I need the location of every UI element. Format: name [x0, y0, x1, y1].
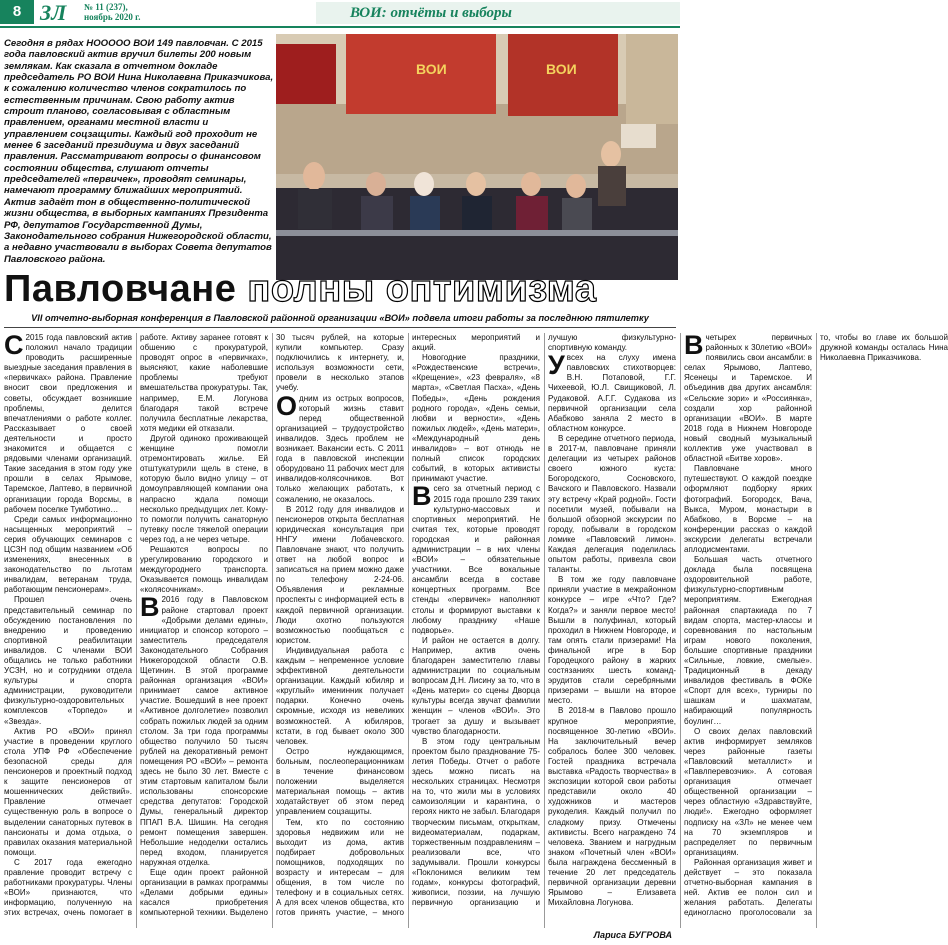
article-subheadline: VII отчетно-выборная конференция в Павловской районной организации «ВОИ» подвела итоги работы за последнюю пятилетку — [31, 313, 649, 323]
article-paragraph: Прошел очень представительный семинар по обсуждению постановления по внедрению и проведению спортивной реабилитации инвалидов. С членами ВОИ общались не только работники УСЗН, но и сотрудники отдела культуры и спорта администрации, руководители физкультурно-оздоровительных комплексов «Торпедо» и «Звезда». — [4, 595, 132, 726]
issue-info — [84, 2, 140, 22]
article-paragraph: В 2012 году для инвалидов и пенсионеров открыта бесплатная юридическая консультация при ННГУ имени Лобачевского. Павловчане знают, что получить ответ на любой вопрос и записаться на прием можно даже по телефону 2-24-06. Объявления и рекламные проспекты с информацией есть в каждой первичной организации. Люди охотно пользуются возможностью пообщаться с юристом. — [276, 504, 404, 645]
article-paragraph: С 2017 года ежегодно правление проводит встречу с работниками прокуратуры. Члены «ВОИ» признаются, что информацию, полученную на этих встречах, очень помогает в работе. Активу заранее готовят к обшению с прокуратурой, проводят опрос в «первичках», выясняют, какие наболевшие проблемы требуют вмешательства прокуратуры. Так, например, Е.М. Логунова благодаря такой встрече получила бесплатные лекарства, хотя медики ей отказали. — [4, 333, 268, 918]
newspaper-logo: ЗЛ — [40, 0, 67, 25]
author-signature: Лариса БУГРОВА — [593, 930, 672, 940]
headline-word-2: полны оптимизма — [247, 268, 597, 310]
article-paragraph: И район не остается в долгу. Например, актив очень благодарен заместителю главы администрации по социальным вопросам Д.Н. Лисину за то, что в «День матери» со сцены Дворца культуры всегда звучат фамилии женщин – членов «ВОИ». Это трогает за душу и вызывает чувство благодарности. — [412, 635, 540, 736]
article-paragraph: Среди самых информационно насыщенных мероприятий – серия обучающих семинаров с ЦСЗН под общим названием «Об изменениях, внесенных в законодательство по льготам инвалидам, ветеранам труда, работающим пенсионерам». — [4, 514, 132, 595]
article-headline — [4, 268, 680, 310]
subheadline-divider — [4, 327, 676, 328]
article-paragraph: В том же году павловчане приняли участие в межрайонном конкурсе – игре «Что? Где? Когда?» и заняли первое место! Вышли в полуфинал, который проходил в Нижнем Новгороде, и там опять стали призерами! На финальной игре в Бор Городецкого району в жарких состязаниях шесть команд-эрудитов стали серебряными призерами – вышли на второе место. — [548, 575, 676, 706]
conference-photo-illustration — [276, 34, 678, 280]
section-title-bar — [316, 2, 680, 24]
article-paragraph: Всего за отчетный период с 2015 года прошло 239 таких культурно-массовых и спортивных мероприятий. Не считая тех, которые проводят городская и районная администрации – в них члены «ВОИ» – обязательные участники. Все вокальные ансамбли всегда в составе концертных программ. Все стенды «первичек» наполняют столы и формируют выставки к любому празднику «Наше подворье». — [412, 481, 540, 635]
article-paragraph: В2016 году в Павловском районе стартовал проект «Добрыми делами едины», инициатор и спонсор которого – заместитель председателя Законодательного Собрания Нижегородской области О.В. Щетинин. В этой программе районная организация «ВОИ» принимает самое активное участие. Вошедший в нее проект «Активное долголетие» позволил собрать пожилых людей за одним столом. За три года программы общество получило 50 тысяч рублей на декоративный ремонт помещения РО «ВОИ» – ремонта здесь не было 30 лет. Вместе с этим стартовым капиталом были использованы спонсорские средства депутатов: Городской Думы, генеральный директор ППАП В.А. Шишин. На сегодня ремонт помещения завершен. Небольшие недоделки остались перед входом, планируется наружная отделка. — [140, 592, 268, 867]
article-paragraph: Районная организация живет и действует – это показала отчетно-выборная кампания в ней. Актив ее полон сил и желания работать. Делегаты единогласно проголосовали за то, чтобы во главе их большой дружной команды осталась Нина Николаевна Приказчикова. — [684, 333, 948, 918]
article-paragraph: Еще один проект районной организации в рамках программы «Делами добрыми едины» касался приобретения компьютерной техники. Выделено 30 тысяч рублей, на которые купили компьютер. Сразу подключились к интернету, и, используя возможности сети, провели в несколько этапов учебу. — [140, 333, 404, 918]
article-paragraph: Тем, кто по состоянию здоровья недвижим или не выходит из дома, актив подбирает добровольных помощников, подходящих по возрасту и интересам – для общения, в том числе по телефону и в социальных сетях. А для всех членов общества, кто готов принять участие, – много интересных мероприятий и акций. — [276, 333, 540, 918]
issue-number: № 11 (237), — [84, 2, 128, 12]
issue-date: ноябрь 2020 г. — [84, 12, 141, 22]
banner-text-left: ВОИ — [416, 61, 447, 77]
headline-word-1: Павловчане — [4, 268, 237, 310]
lead-paragraph: Сегодня в рядах НООООО ВОИ 149 павловчан. С 2015 года павловский актив вручил билеты 200 новым землякам. Как сказала в отчетном докладе председатель РО ВОИ Нина Николаевна Приказчикова, к сожалению количество членов сократилось по естественным причинам. Свою работу актив строит планово, согласовывая с областным правлением, органами местной власти и управлением соцзащиты. Каждый год проходит не менее 6 заседаний президиума и двух заседаний правления. Рассматривают вопросы о финансовом состоянии общества, слушают отчеты председателей «первичек», проводят семинары, намечают программу ближайших мероприятий. Актив задаёт тон в общественно-политической жизни общества, в выборных кампаниях Президента РФ, депутатов Государственной Думы, Законодательного собрания Нижегородской области, а недавно участвовали в выборах Совета депутатов Павловского района. — [4, 38, 274, 265]
article-paragraph: Одним из острых вопросов, который жизнь ставит перед общественной организацией – трудоустройство инвалидов. Здесь проблем не возникает. Вакансии есть. С 2011 года в павловской инспекции оборудовано 11 рабочих мест для инвалидов-колясочников. Вот только желающих работать, к сожалению, не оказалось. — [276, 390, 404, 504]
banner-text-right: ВОИ — [546, 61, 577, 77]
conference-photo — [276, 34, 678, 280]
article-paragraph: С2015 года павловский актив положил начало традиции проводить расширенные выездные заседания правления в «первичках» района. Правление вносит свои предложения и советы, обсуждает возникшие проблемы, делится впечатлениями о работе коллег. Рассказывает о своей деятельности и просто знакомится и общается с рядовыми членами организаций. Такие заседания в этом году уже прошли в селах Ярымове, Таремское, Лаптево, в первичной организации города Ворсмы, в рабочем поселке Тумботино… — [4, 330, 132, 514]
article-paragraph: Индивидуальная работа с каждым – непременное условие эффективной деятельности организации. Каждый юбиляр и «круглый» именинник получает подарки. Конечно очень скромные, исходя из невеликих возможностей. А юбиляров, кстати, в год бывает около 300 человек. — [276, 645, 404, 746]
article-paragraph: Другой одиноко проживающей женщине помогли отремонтировать жилье. Ей отштукатурили щель в стене, в которую было видно улицу – от домоуправляющей компании она напрасно ждала помощи несколько предыдущих лет. Кому-то помогли получить санаторную путевку после тяжелой операции через год, а не через четыре. — [140, 433, 268, 544]
article-paragraph: Решаются вопросы по урегулированию городского и междугороднего транспорта. Оказывается помощь инвалидам «колясочникам». — [140, 544, 268, 595]
article-paragraph: О своих делах павловский актив информирует земляков через районные газеты «Павловский металлист» и «Павлперевозчик». А сотовая организация отмечает общественной организации – через областную «Здравствуйте, люди!». Ежегодно оформляет подписку на «ЗЛ» не менее чем на 70 экземпляров и распределяет по первичным организациям. — [684, 726, 812, 857]
article-paragraph: В середине отчетного периода, в 2017-м, павловчане приняли делегации из четырех районов своего южного куста: Богородского, Сосновского, Вачского и Павловского. Назвали эту встречу «Край родной». Гости посетили музей, побывали на большой обзорной экскурсии по городу, побывали в городском ломике «Павловский лимон». Каждая делегация поделилась опытом работы, привезла свои таланты. — [548, 433, 676, 575]
article-paragraph: Вчетырех первичных районных к 30летию «ВОИ» появились свои ансамбли: в селах Ярымово, Лаптево, Ясенецы и Таремское. И объединив два других ансамбля: «Сельские зори» и «Россиянка», создали хор районной организации «ВОИ». В марте 2018 года в Нижнем Новгороде новый сводный музыкальный коллектив уже участвовал в областной «Битве хоров». — [684, 330, 812, 464]
article-paragraph: Остро нуждающимся, больным, послеоперационникам в течение финансовом положении выделяется материальная помощь – актив ходатайствует об этом перед управлением соцзащиты. — [276, 746, 404, 817]
section-title: ВОИ: отчёты и выборы — [350, 5, 512, 21]
header-divider — [0, 26, 680, 28]
article-paragraph: В 2018-м в Павлово прошло крупное мероприятие, посвященное 30-летию «ВОИ». На заключительный вечер собралось более 300 человек. Гостей праздника встречала выставка «Радость творчества» в экспозиции которой свои работы представили около 40 художников и мастеров рукоделия. Каждый получил по сладкому призу. Отмечены активисты. Всего награждено 74 человека. Званием и нагрудным знаком «Почетный член «ВОИ» была награждена бессменный в течение 20 лет председатель первичной организации деревни Ярымово – Елизавета Михайловна Логунова. — [548, 706, 676, 908]
article-paragraph: Павловчане много путешествуют. О каждой поездке оформляют подборку ярких фотографий. Богородск, Вача, Выкса, Муром, монастыри в Абабково, в Ворсме – на конференции рассказ о каждой экскурсии делегаты встречали аплодисментами. — [684, 464, 812, 554]
page-header — [0, 0, 680, 26]
article-paragraph: Большая часть отчетного доклада была посвящена оздоровительной работе, физкультурно-спортивным мероприятиям. Ежегодная районная спартакиада по 7 видам спорта, мастер-классы и соревнования по настольным играм нового поколения, большие спортивные праздники «Сильные, ловкие, смелые». Традиционный в декаду инвалидов фестиваль в ФОКе «Спорт для всех», турниры по шашкам и шахматам, набирающий популярность боулинг… — [684, 555, 812, 726]
article-paragraph: Актив РО «ВОИ» принял участие в проведении круглого стола УПФ РФ «Обеспечение безопасной среды для пенсионеров и проектный подход к защите пенсионеров от мошеннических действий». Правление отмечает существенную роль в вопросе о выделении санаторных путевок в пансионаты и дома отдыха, о правилах оказания материальной помощи. — [4, 726, 132, 857]
article-paragraph: Новогодние праздники, «Рождественские встречи», «Крещение», «23 февраля», «8 марта», «Светлая Пасха», «День Победы», «День рождения родного города», «День семьи, любви и верности», «День пожилых людей», «День матери», «Международный день инвалидов» – вот отнюдь не полный список городских событий, в которых активисты принимают участие. — [412, 353, 540, 484]
page-number: 8 — [0, 0, 34, 24]
article-body — [4, 330, 948, 928]
article-paragraph: Увсех на слуху имена павловских стихотворцев: В.Н. Потаповой, Г.Г. Чихеевой, Ю.Л. Свищиковой, Л. Рудаковой. А.Г.Г. Судакова из первичной организации села Абабково заняла 2 место в областном конкурсе. — [548, 350, 676, 433]
article-paragraph: В этом году центральным проектом было празднование 75-летия Победы. Отчет о работе здесь можно писать на нескольких страницах. Несмотря на то, что жили мы в условиях самоизоляции и карантина, о героях никто не забыл. Благодаря творческим письмам, открыткам, видеоматериалам, подаркам, торжественным поздравлениям – реализовали все, что задумывали. Прошли конкурсы «Поклонимся великим тем годам», конкурсы фотографий, живописи, поэзии, на лучшую первичную организацию и лучшую физкультурно-спортивную команду. — [412, 333, 676, 908]
